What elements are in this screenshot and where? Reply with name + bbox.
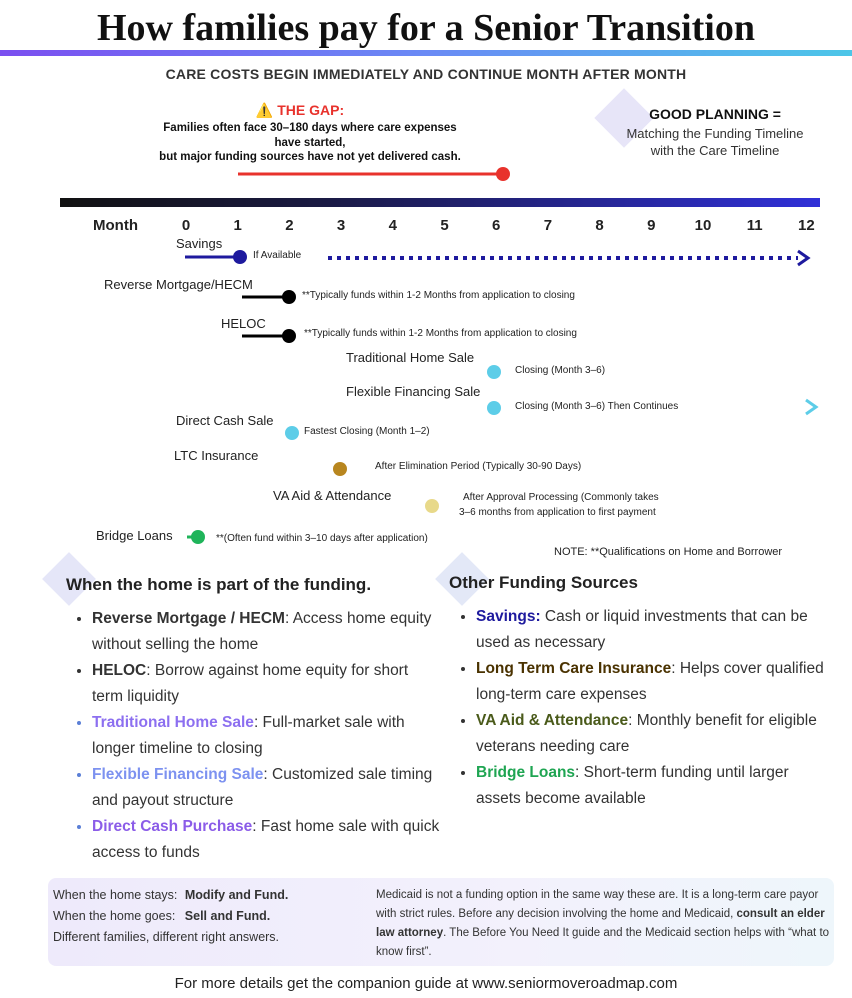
list-item-description: : Borrow against home equity for short term liquidity: [92, 662, 409, 705]
gap-bar-end-dot: [496, 167, 510, 181]
list-item-description: Cash or liquid investments that can be used as necessary: [476, 608, 808, 651]
va-label: VA Aid & Attendance: [273, 488, 392, 503]
list-item: [476, 760, 836, 812]
list-item-term: HELOC: [92, 662, 147, 679]
home-goes-value: Sell and Fund.: [184, 909, 271, 923]
axis-month-label: Month: [93, 217, 138, 234]
axis-tick-3: 3: [336, 217, 346, 234]
list-item-term: Long Term Care Insurance: [476, 660, 672, 677]
list-item-term: VA Aid & Attendance: [476, 712, 629, 729]
axis-tick-1: 1: [233, 217, 242, 234]
list-item: [92, 658, 440, 710]
medicaid-note-bold: consult an elder law attorney: [376, 908, 825, 939]
axis-tick-4: 4: [388, 217, 397, 234]
footer-left: [53, 885, 288, 948]
axis-tick-6: 6: [492, 217, 501, 234]
list-item: [476, 708, 836, 760]
direct-cash-dot: [285, 426, 299, 440]
planning-line-1: Matching the Funding Timeline: [626, 126, 804, 141]
different-families-line: Different families, different right answers.: [53, 930, 280, 944]
gap-title-text: THE GAP:: [277, 102, 345, 118]
axis-tick-5: 5: [440, 217, 449, 234]
list-item: [476, 656, 836, 708]
axis-tick-10: 10: [694, 217, 712, 234]
list-item-term: Reverse Mortgage / HECM: [92, 610, 285, 627]
heloc-label: HELOC: [221, 316, 266, 331]
list-item-term: Direct Cash Purchase: [92, 818, 253, 835]
axis-tick-8: 8: [595, 217, 604, 234]
direct-cash-label: Direct Cash Sale: [176, 413, 274, 428]
list-item-description: : Access home equity without selling the home: [92, 610, 432, 653]
ltc-label: LTC Insurance: [174, 448, 259, 463]
va-note-line-1: After Approval Processing (Commonly takes: [463, 492, 659, 503]
reverse-mortgage-note: **Typically funds within 1-2 Months from application to closing: [302, 290, 575, 301]
savings-note: If Available: [253, 250, 302, 261]
list-item-description: : Fast home sale with quick access to funds: [92, 818, 440, 861]
list-item: [92, 710, 440, 762]
list-item-description: : Customized sale timing and payout structure: [92, 766, 433, 809]
list-item-description: : Full-market sale with longer timeline to closing: [92, 714, 405, 757]
va-dot: [425, 499, 439, 513]
timeline-axis-bar: [60, 198, 820, 207]
axis-tick-12: 12: [798, 217, 815, 234]
other-section-list: [450, 604, 836, 812]
savings-dot: [233, 250, 247, 264]
list-item-description: : Helps cover qualified long-term care expenses: [476, 660, 824, 703]
list-item-term: Savings:: [476, 608, 541, 625]
flexible-sale-note: Closing (Month 3–6) Then Continues: [515, 401, 679, 412]
axis-tick-11: 11: [746, 217, 763, 234]
list-item: [476, 604, 836, 656]
reverse-mortgage-dot: [282, 290, 296, 304]
axis-tick-2: 2: [285, 217, 294, 234]
savings-label: Savings: [176, 236, 223, 251]
list-item: [92, 814, 440, 866]
bridge-dot: [191, 530, 205, 544]
traditional-sale-note: Closing (Month 3–6): [515, 365, 606, 376]
warning-icon: ⚠️: [255, 102, 274, 118]
gap-line-2: have started,: [274, 136, 346, 149]
ltc-note: After Elimination Period (Typically 30-90 Days): [375, 461, 582, 472]
direct-cash-note: Fastest Closing (Month 1–2): [304, 426, 430, 437]
medicaid-note-part-1: Medicaid is not a funding option in the same way these are. It is a long-term care payor with strict rules. Before any decision involving the home and Medicaid,: [376, 889, 819, 920]
axis-tick-7: 7: [543, 217, 553, 234]
heloc-note: **Typically funds within 1-2 Months from application to closing: [304, 328, 577, 339]
traditional-sale-label: Traditional Home Sale: [346, 350, 475, 365]
list-item-description: : Monthly benefit for eligible veterans needing care: [476, 712, 817, 755]
axis-tick-9: 9: [647, 217, 656, 234]
list-item: [92, 606, 440, 658]
planning-line-2: with the Care Timeline: [650, 143, 780, 158]
bridge-label: Bridge Loans: [96, 528, 173, 543]
va-note-line-2: 3–6 months from application to first payment: [459, 507, 656, 518]
list-item-term: Flexible Financing Sale: [92, 766, 264, 783]
home-goes-label: When the home goes:: [53, 909, 176, 923]
axis-tick-0: 0: [181, 217, 191, 234]
gap-line-3: but major funding sources have not yet delivered cash.: [159, 151, 461, 163]
home-stays-value: Modify and Fund.: [184, 888, 289, 902]
page-title: How families pay for a Senior Transition: [96, 7, 755, 49]
bridge-note: **(Often fund within 3–10 days after application): [216, 533, 428, 544]
traditional-sale-dot: [487, 365, 501, 379]
other-section-heading: Other Funding Sources: [449, 573, 638, 592]
list-item: [92, 762, 440, 814]
medicaid-note-part-2: . The Before You Need It guide and the Medicaid section helps with “what to know first”.: [376, 927, 830, 958]
medicaid-note: [376, 886, 832, 962]
flexible-sale-arrow-head: [806, 400, 816, 414]
reverse-mortgage-label: Reverse Mortgage/HECM: [104, 277, 253, 292]
list-item-term: Bridge Loans: [476, 764, 576, 781]
axis-tick-labels: [182, 217, 815, 234]
ltc-dot: [333, 462, 347, 476]
home-goes-line: [53, 906, 288, 927]
heloc-dot: [282, 329, 296, 343]
companion-guide-link[interactable]: For more details get the companion guide at www.seniormoveroadmap.com: [174, 975, 678, 992]
planning-title: GOOD PLANNING =: [649, 106, 781, 122]
home-section-list: [66, 606, 440, 866]
subtitle: CARE COSTS BEGIN IMMEDIATELY AND CONTINUE MONTH AFTER MONTH: [165, 66, 687, 82]
savings-arrow-head: [798, 251, 808, 265]
home-stays-line: [53, 885, 288, 906]
gap-line-1: Families often face 30–180 days where care expenses: [163, 122, 457, 134]
flexible-sale-label: Flexible Financing Sale: [346, 384, 481, 399]
flexible-sale-dot: [487, 401, 501, 415]
home-section-heading: When the home is part of the funding.: [66, 575, 372, 594]
list-item-term: Traditional Home Sale: [92, 714, 254, 731]
qualification-note: NOTE: **Qualifications on Home and Borrower: [554, 546, 783, 558]
list-item-description: : Short-term funding until larger assets become available: [476, 764, 789, 807]
home-stays-label: When the home stays:: [53, 888, 178, 902]
